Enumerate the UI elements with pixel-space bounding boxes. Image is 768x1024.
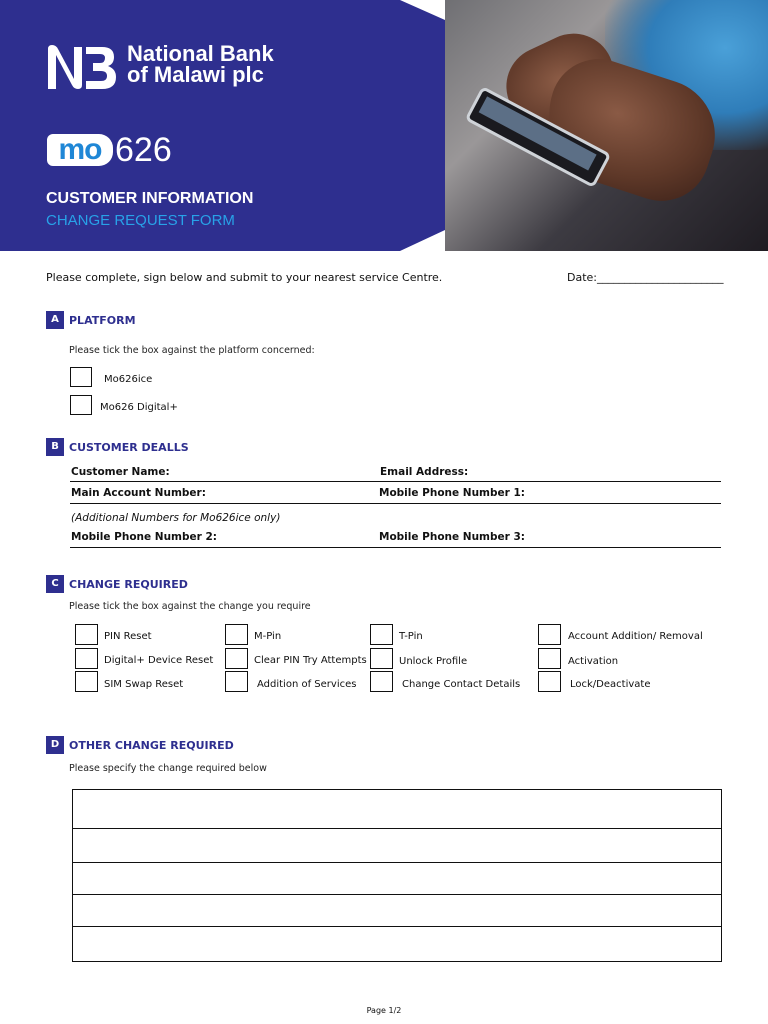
bank-name: National Bank of Malawi plc: [127, 41, 274, 87]
unlock-profile-checkbox[interactable]: [370, 648, 393, 669]
other-change-row-divider: [73, 894, 721, 895]
section-d-title: OTHER CHANGE REQUIRED: [69, 739, 234, 752]
mo626-logo-number: 626: [115, 131, 172, 169]
mobile3-label: Mobile Phone Number 3:: [379, 531, 525, 543]
change-option-label: T-Pin: [399, 631, 423, 642]
account-addition-checkbox[interactable]: [538, 624, 561, 645]
form-subtitle: CHANGE REQUEST FORM: [46, 212, 235, 229]
t-pin-checkbox[interactable]: [370, 624, 393, 645]
section-d-instruction: Please specify the change required below: [69, 763, 267, 774]
pin-reset-checkbox[interactable]: [75, 624, 98, 645]
change-option-label: Clear PIN Try Attempts: [254, 655, 367, 666]
customer-name-line[interactable]: [70, 481, 721, 482]
lock-deactivate-checkbox[interactable]: [538, 671, 561, 692]
change-contact-checkbox[interactable]: [370, 671, 393, 692]
change-option-label: Activation: [568, 656, 619, 667]
other-change-box[interactable]: [72, 789, 722, 962]
change-option-label: Change Contact Details: [402, 679, 521, 690]
nbm-logo-icon: [46, 43, 118, 91]
device-reset-checkbox[interactable]: [75, 648, 98, 669]
activation-checkbox[interactable]: [538, 648, 561, 669]
change-option-label: SIM Swap Reset: [104, 679, 184, 690]
change-option-label: Lock/Deactivate: [570, 679, 651, 690]
section-c-badge: C: [46, 575, 64, 593]
change-option-label: Addition of Services: [257, 679, 357, 690]
other-change-row-divider: [73, 862, 721, 863]
platform-digital-checkbox[interactable]: [70, 395, 92, 415]
change-option-label: M-Pin: [254, 631, 282, 642]
section-d-badge: D: [46, 736, 64, 754]
sim-swap-checkbox[interactable]: [75, 671, 98, 692]
change-option-label: Account Addition/ Removal: [568, 631, 703, 642]
section-a-badge: A: [46, 311, 64, 329]
form-title: CUSTOMER INFORMATION: [46, 190, 254, 207]
section-b-badge: B: [46, 438, 64, 456]
main-account-line[interactable]: [70, 503, 721, 504]
section-c-title: CHANGE REQUIRED: [69, 578, 188, 591]
other-change-row-divider: [73, 926, 721, 927]
intro-text: Please complete, sign below and submit to your nearest service Centre.: [46, 271, 443, 284]
section-c-instruction: Please tick the box against the change you require: [69, 601, 311, 612]
section-a-title: PLATFORM: [69, 314, 136, 327]
clear-pin-checkbox[interactable]: [225, 648, 248, 669]
additional-numbers-note: (Additional Numbers for Mo626ice only): [71, 512, 281, 524]
section-a-instruction: Please tick the box against the platform concerned:: [69, 345, 315, 356]
change-option-label: PIN Reset: [104, 631, 152, 642]
section-b-title: CUSTOMER DEALLS: [69, 441, 189, 454]
mo626-logo-prefix: mo: [47, 134, 113, 166]
main-account-label: Main Account Number:: [71, 487, 206, 499]
date-field[interactable]: Date:_______________________: [567, 271, 724, 284]
page-number: Page 1/2: [366, 1006, 402, 1015]
change-option-label: Digital+ Device Reset: [104, 655, 214, 666]
other-change-row-divider: [73, 828, 721, 829]
change-option-label: Unlock Profile: [399, 656, 468, 667]
header-photo: [445, 0, 768, 251]
mobile2-label: Mobile Phone Number 2:: [71, 531, 217, 543]
email-label: Email Address:: [380, 466, 469, 478]
mobile-numbers-line[interactable]: [70, 547, 721, 548]
addition-services-checkbox[interactable]: [225, 671, 248, 692]
mobile1-label: Mobile Phone Number 1:: [379, 487, 525, 499]
m-pin-checkbox[interactable]: [225, 624, 248, 645]
platform-option-label: Mo626 Digital+: [100, 402, 178, 413]
platform-option-label: Mo626ice: [104, 374, 153, 385]
platform-mo626ice-checkbox[interactable]: [70, 367, 92, 387]
customer-name-label: Customer Name:: [71, 466, 170, 478]
